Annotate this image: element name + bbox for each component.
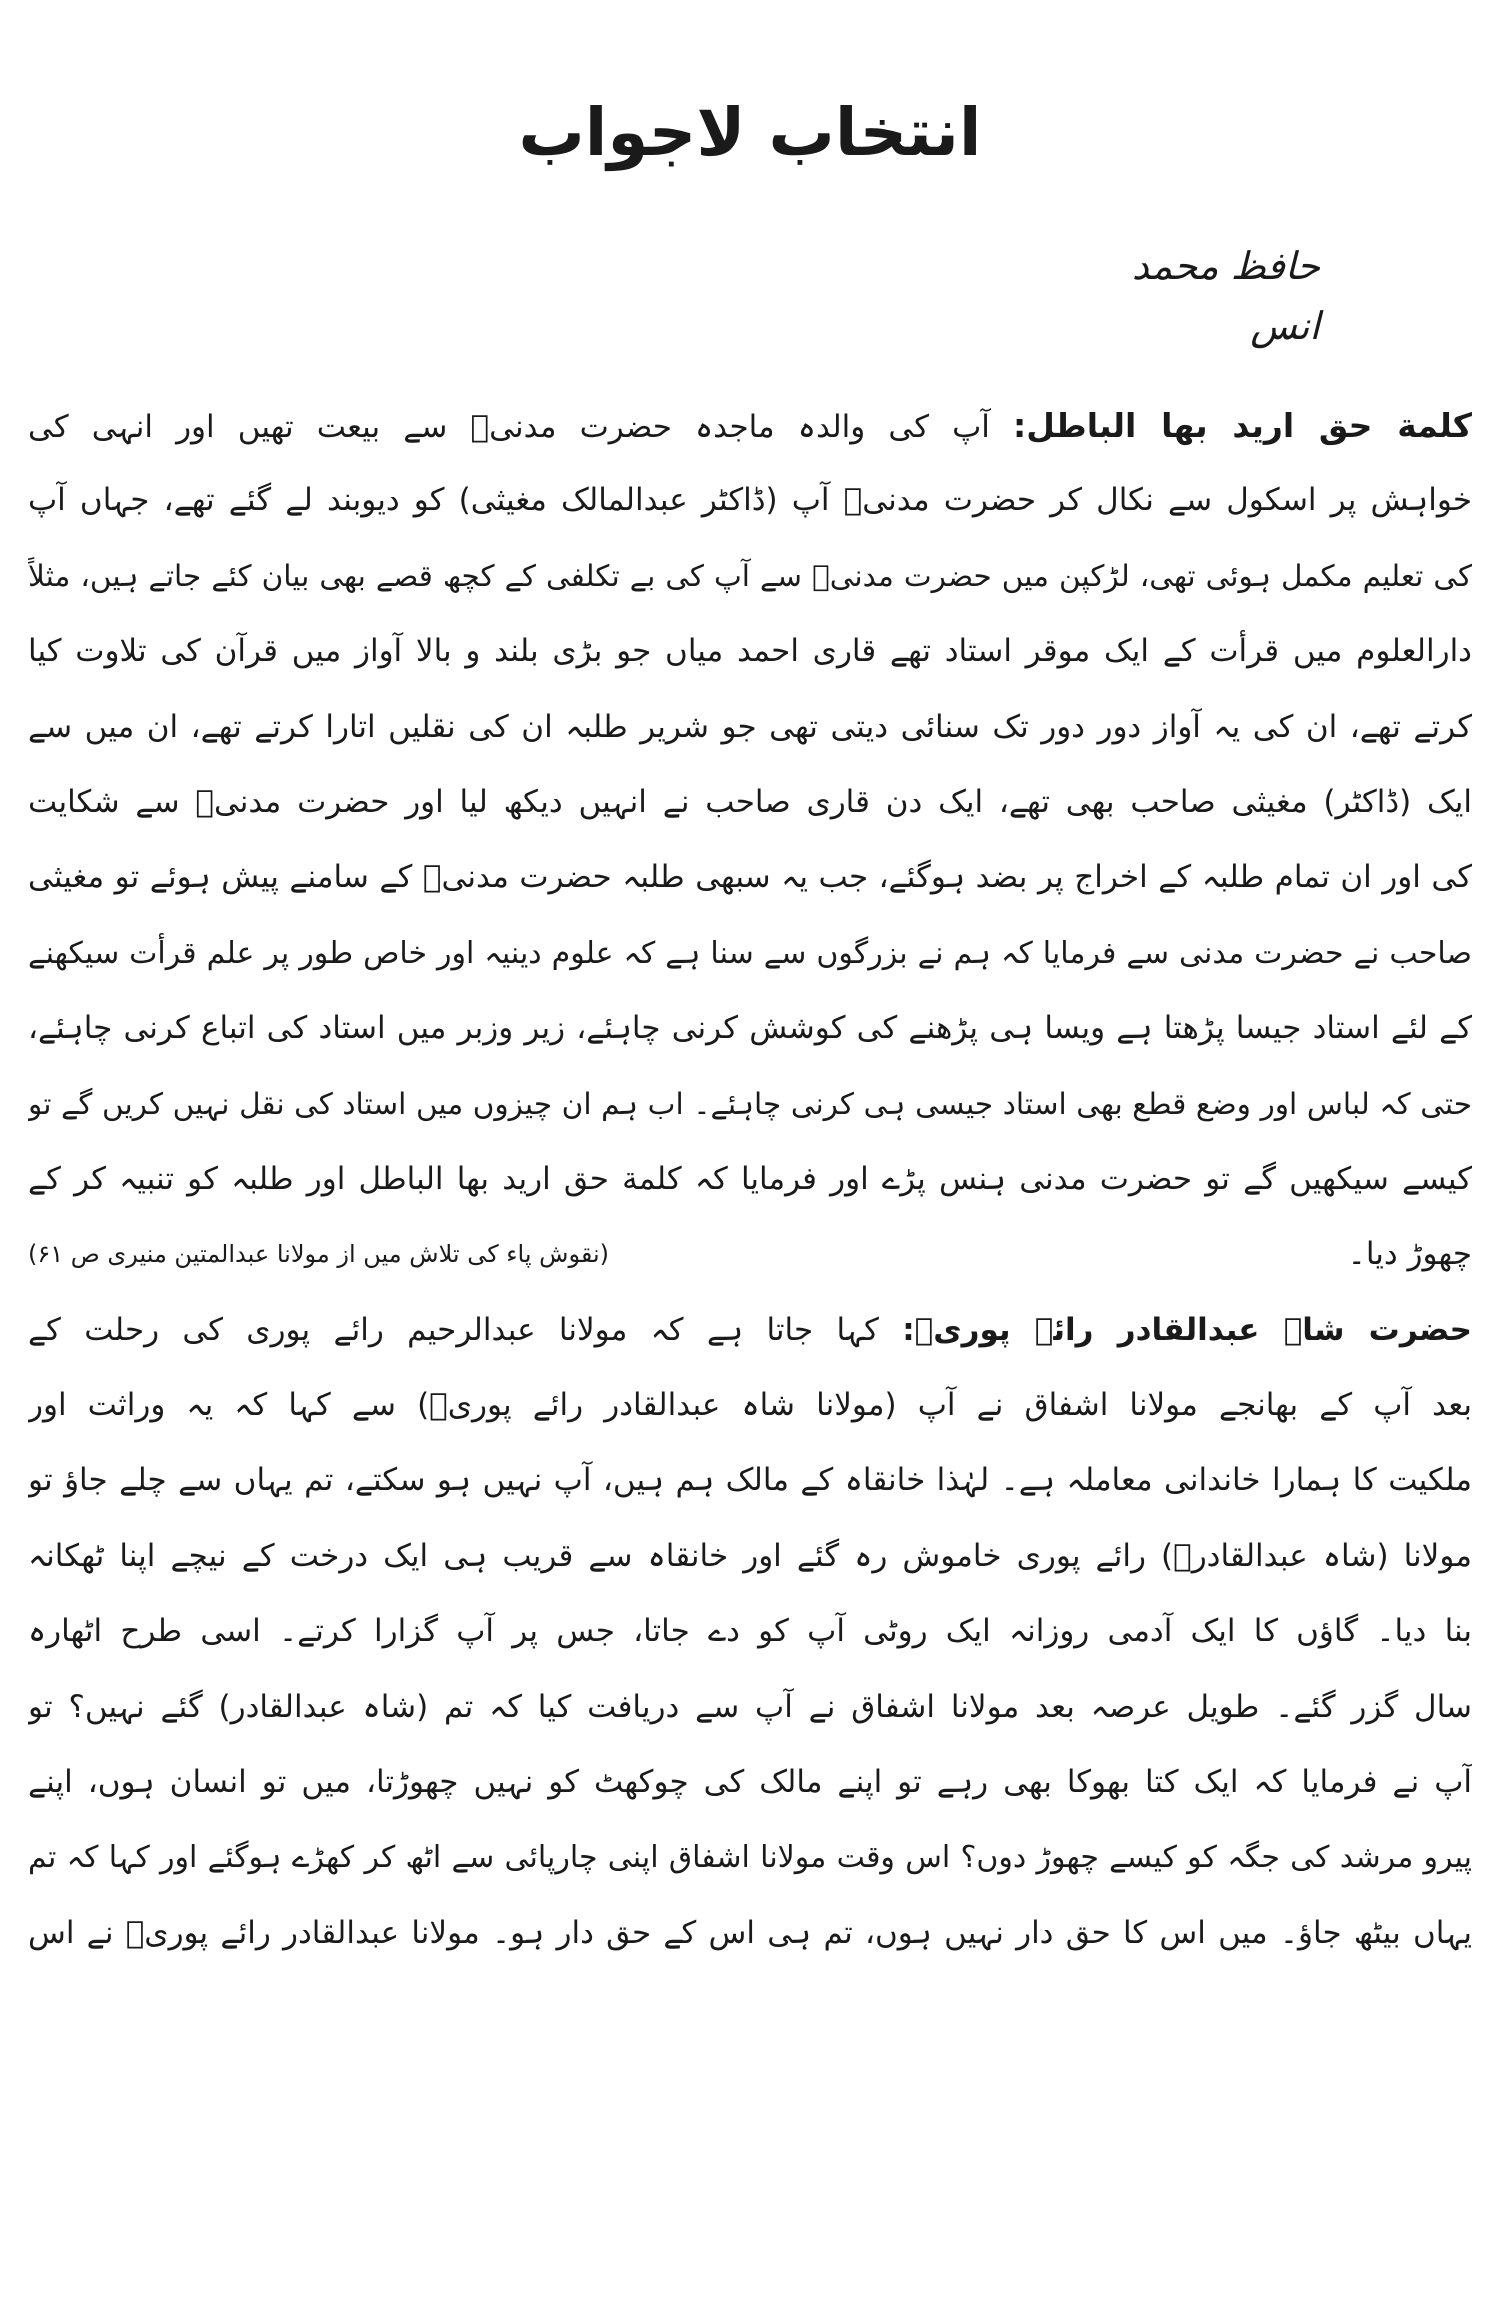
- paragraph-line: ملکیت کا ہمارا خاندانی معاملہ ہے۔ لہٰذا خانقاہ کے مالک ہم ہیں، آپ نہیں ہو سکتے، تم یہاں سے چلے جاؤ تو: [28, 1462, 1472, 1499]
- paragraph-line: خواہش پر اسکول سے نکال کر حضرت مدنیؒ آپ (ڈاکٹر عبدالمالک مغیثی) کو دیوبند لے گئے تھے، جہاں آپ: [28, 482, 1472, 519]
- paragraph-line: کی تعلیم مکمل ہوئی تھی، لڑکپن میں حضرت مدنیؒ سے آپ کی بے تکلفی کے کچھ قصے بھی بیان کئے جاتے ہیں، مثلاً: [28, 558, 1472, 593]
- paragraph-line: یہاں بیٹھ جاؤ۔ میں اس کا حق دار نہیں ہوں، تم ہی اس کے حق دار ہو۔ مولانا عبدالقادر رائے پوریؒ نے اس: [28, 1914, 1472, 1951]
- section-text-start: کہا جاتا ہے کہ مولانا عبدالرحیم رائے پوری کی رحلت کے: [28, 1311, 879, 1348]
- paragraph-end: چھوڑ دیا۔: [1347, 1236, 1472, 1273]
- paragraph-line: بنا دیا۔ گاؤں کا ایک آدمی روزانہ ایک روٹی آپ کو دے جاتا، جس پر آپ گزارا کرتے۔ اسی طرح اٹھارہ: [28, 1613, 1472, 1650]
- author-name: حافظ محمد انس: [1131, 244, 1320, 348]
- article-body: [28, 388, 1472, 1971]
- paragraph-line: [28, 1293, 1472, 1368]
- paragraph-line: حتی کہ لباس اور وضع قطع بھی استاد جیسی ہی کرنی چاہئے۔ اب ہم ان چیزوں میں استاد کی نقل نہیں کریں گے تو: [28, 1086, 1472, 1121]
- document-title: انتخاب لاجواب: [518, 94, 982, 171]
- paragraph-line: [28, 388, 1472, 463]
- paragraph-line: پیرو مرشد کی جگہ کو کیسے چھوڑ دوں؟ اس وقت مولانا اشفاق اپنی چارپائی سے اٹھ کر کھڑے ہوگئے اور کہا کہ تم: [28, 1840, 1472, 1876]
- paragraph-line: کی اور ان تمام طلبہ کے اخراج پر بضد ہوگئے، جب یہ سبھی طلبہ حضرت مدنیؒ کے سامنے پیش ہوئے تو مغیثی: [28, 859, 1472, 896]
- paragraph-line: صاحب نے حضرت مدنی سے فرمایا کہ ہم نے بزرگوں سے سنا ہے کہ علوم دینیہ اور خاص طور پر علم قرأت سیکھنے: [28, 935, 1472, 971]
- paragraph-line: سال گزر گئے۔ طویل عرصہ بعد مولانا اشفاق نے آپ سے دریافت کیا کہ تم (شاہ عبدالقادر) گئے نہیں؟ تو: [28, 1688, 1472, 1725]
- citation-line: [28, 1217, 1472, 1292]
- section-text-start: آپ کی والدہ ماجدہ حضرت مدنیؒ سے بیعت تھیں اور انہی کی: [28, 409, 990, 445]
- paragraph-line: ایک (ڈاکٹر) مغیثی صاحب بھی تھے، ایک دن قاری صاحب نے انہیں دیکھ لیا اور حضرت مدنیؒ سے شکایت: [28, 783, 1472, 820]
- paragraph-line: بعد آپ کے بھانجے مولانا اشفاق نے آپ (مولانا شاہ عبدالقادر رائے پوریؒ) سے کہا کہ یہ وراثت اور: [28, 1387, 1472, 1424]
- section-heading-kalima: کلمة حق ارید بها الباطل:: [1013, 406, 1472, 445]
- paragraph-line: آپ نے فرمایا کہ ایک کتا بھوکا بھی رہے تو اپنے مالک کی چوکھٹ کو نہیں چھوڑتا، میں تو انسان ہوں، اپنے: [28, 1764, 1472, 1801]
- paragraph-line: کرتے تھے، ان کی یہ آواز دور دور تک سنائی دیتی تھی جو شریر طلبہ ان کی نقلیں اتارا کرتے تھے، ان میں سے: [28, 708, 1472, 745]
- paragraph-line: دارالعلوم میں قرأت کے ایک موقر استاد تھے قاری احمد میاں جو بڑی بلند و بالا آواز میں قرآن کی تلاوت کیا: [28, 633, 1472, 670]
- paragraph-line: کیسے سیکھیں گے تو حضرت مدنی ہنس پڑے اور فرمایا کہ کلمة حق ارید بها الباطل اور طلبہ کو تنبیہ کر کے: [28, 1160, 1472, 1197]
- source-citation: (نقوش پاء کی تلاش میں از مولانا عبدالمتین منیری ص ۶۱): [28, 1240, 610, 1269]
- paragraph-line: کے لئے استاد جیسا پڑھتا ہے ویسا ہی پڑھنے کی کوشش کرنی چاہئے، زیر وزبر میں استاد کی اتباع کرنی چاہئے،: [28, 1010, 1472, 1047]
- paragraph-line: مولانا (شاہ عبدالقادرؒ) رائے پوری خاموش رہ گئے اور خانقاہ سے قریب ہی ایک درخت کے نیچے اپنا ٹھکانہ: [28, 1537, 1472, 1574]
- section-heading-shah-abdulqadir: حضرت شاہ عبدالقادر رائے پوریؒ:: [902, 1311, 1472, 1348]
